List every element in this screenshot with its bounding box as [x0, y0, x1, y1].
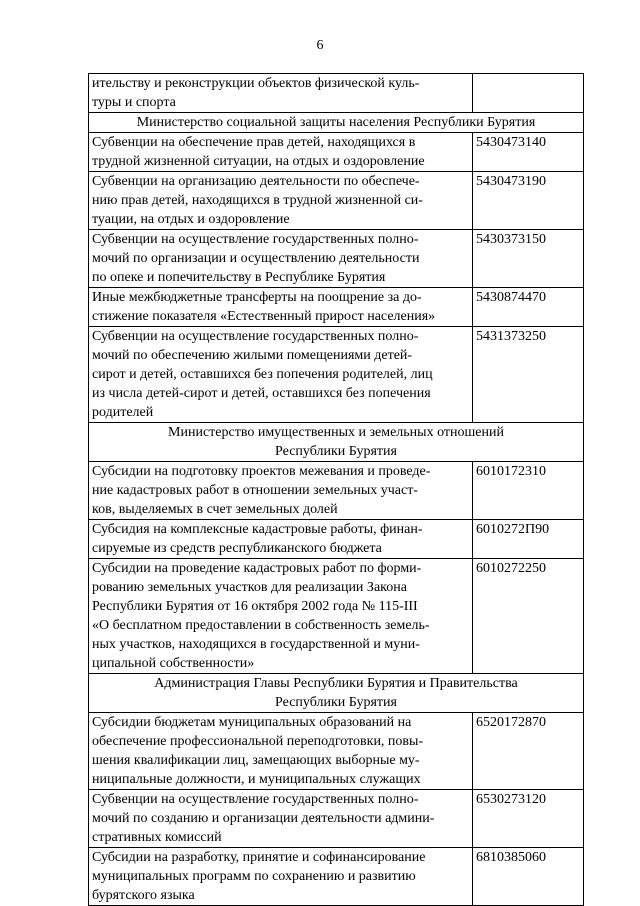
subsidy-description-cell: Субсидии на подготовку проектов межевания и проведе- ние кадастровых работ в отношении земельных участ- ков, выделяемых в счет земельных долей	[89, 462, 473, 520]
table-body	[89, 74, 584, 906]
table-row	[89, 74, 584, 113]
budget-code-cell: 5430874470	[473, 288, 584, 327]
table-row	[89, 848, 584, 906]
section-header-row	[89, 423, 584, 462]
table-row	[89, 230, 584, 288]
budget-code-cell: 5431373250	[473, 327, 584, 423]
subsidy-description-cell: Субсидии на разработку, принятие и софинансирование муниципальных программ по сохранению и развитию бурятского языка	[89, 848, 473, 906]
subsidy-description-cell: Субвенции на осуществление государственных полно- мочий по созданию и организации деятельности админи- стративных комиссий	[89, 790, 473, 848]
budget-code-cell: 6010272250	[473, 559, 584, 674]
budget-code-cell: 6520172870	[473, 713, 584, 790]
section-header-row	[89, 674, 584, 713]
budget-code-cell: 6010272П90	[473, 520, 584, 559]
table-row	[89, 288, 584, 327]
section-header-row	[89, 113, 584, 133]
budget-codes-table	[88, 73, 584, 906]
subsidy-description-cell: Субвенции на обеспечение прав детей, находящихся в трудной жизненной ситуации, на отдых и оздоровление	[89, 133, 473, 172]
table-row	[89, 133, 584, 172]
section-header: Администрация Главы Республики Бурятия и Правительства Республики Бурятия	[89, 674, 584, 713]
table-row	[89, 462, 584, 520]
section-header: Министерство социальной защиты населения Республики Бурятия	[89, 113, 584, 133]
budget-code-cell: 5430373150	[473, 230, 584, 288]
table-row	[89, 172, 584, 230]
subsidy-description-cell: Субвенции на осуществление государственных полно- мочий по организации и осуществлению деятельности по опеке и попечительству в Республике Бурятия	[89, 230, 473, 288]
budget-code-cell	[473, 74, 584, 113]
table-row	[89, 327, 584, 423]
budget-code-cell: 6810385060	[473, 848, 584, 906]
subsidy-description-cell: Субсидии на проведение кадастровых работ по форми- рованию земельных участков для реализации Закона Республики Бурятия от 16 октября 2002 года № 115-III «О бесплатном предоставлении в собственность земель- ных участков, находящихся в государственной и муни- ципальной собственности»	[89, 559, 473, 674]
table-row	[89, 520, 584, 559]
budget-code-cell: 6530273120	[473, 790, 584, 848]
section-header: Министерство имущественных и земельных отношений Республики Бурятия	[89, 423, 584, 462]
budget-code-cell: 5430473190	[473, 172, 584, 230]
budget-code-cell: 5430473140	[473, 133, 584, 172]
subsidy-description-cell: Субсидия на комплексные кадастровые работы, финан- сируемые из средств республиканского бюджета	[89, 520, 473, 559]
table-row	[89, 790, 584, 848]
subsidy-description-cell: ительству и реконструкции объектов физической куль- туры и спорта	[89, 74, 473, 113]
budget-code-cell: 6010172310	[473, 462, 584, 520]
subsidy-description-cell: Субвенции на организацию деятельности по обеспече- нию прав детей, находящихся в трудной жизненной си- туации, на отдых и оздоровление	[89, 172, 473, 230]
table-row	[89, 713, 584, 790]
subsidy-description-cell: Субсидии бюджетам муниципальных образований на обеспечение профессиональной переподготовки, повы- шения квалификации лиц, замещающих выборные му- ниципальные должности, и муниципальных служащих	[89, 713, 473, 790]
table-row	[89, 559, 584, 674]
page-number: 6	[316, 38, 324, 53]
subsidy-description-cell: Субвенции на осуществление государственных полно- мочий по обеспечению жилыми помещениями детей- сирот и детей, оставшихся без попечения родителей, лиц из числа детей-сирот и детей, оставшихся без попечения родителей	[89, 327, 473, 423]
subsidy-description-cell: Иные межбюджетные трансферты на поощрение за до- стижение показателя «Естественный прирост населения»	[89, 288, 473, 327]
